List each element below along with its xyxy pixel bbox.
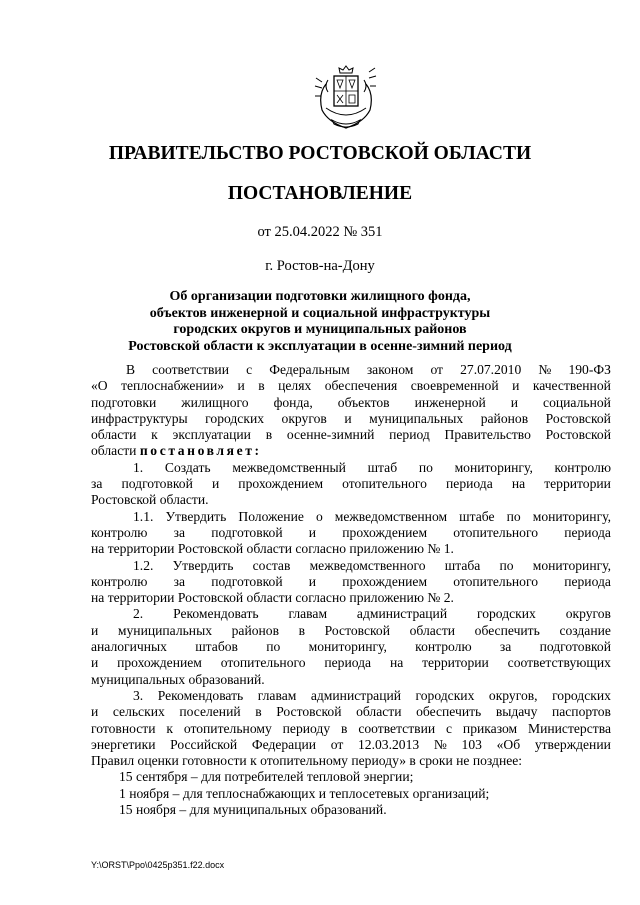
- word: паспортов: [551, 704, 611, 720]
- word: прохождением: [342, 573, 428, 589]
- preamble-line: [91, 362, 611, 378]
- word: в: [298, 622, 306, 638]
- word: за: [173, 524, 186, 540]
- preamble-line: [91, 378, 611, 394]
- deadline-item: 15 ноября – для муниципальных образований.: [119, 802, 387, 818]
- word: в: [258, 378, 265, 394]
- word: мониторингу,: [308, 639, 387, 655]
- word: соответствии: [152, 362, 229, 377]
- word: межведомственный: [232, 459, 346, 475]
- word: подготовкой: [211, 573, 283, 589]
- word: Ростовской: [324, 622, 390, 638]
- word: Создать: [164, 459, 211, 475]
- word: целях: [278, 378, 312, 394]
- word: прохождением: [342, 524, 428, 540]
- word: районов: [231, 622, 280, 638]
- word: и: [91, 655, 99, 671]
- word: отопительного: [342, 476, 427, 492]
- subject-heading: [0, 289, 640, 355]
- word: за: [91, 476, 103, 492]
- word: и: [91, 704, 99, 720]
- preamble-line: области постановляет:: [91, 443, 262, 459]
- word: состав: [252, 557, 291, 573]
- word: объектов: [337, 394, 390, 410]
- paragraph-line: [91, 525, 611, 541]
- word: Федерации: [251, 736, 317, 752]
- word: 1.2.: [133, 557, 154, 573]
- word: утверждении: [534, 736, 611, 752]
- decrees-word: постановляет:: [139, 443, 262, 459]
- word: в: [255, 704, 262, 720]
- word: инфраструктуры: [91, 410, 188, 426]
- word: штабов: [195, 639, 238, 655]
- word: периода: [564, 573, 611, 589]
- word: городских: [415, 687, 475, 703]
- word: отопительного: [453, 573, 539, 589]
- file-path-footer: Y:\ORST\Ppo\0425p351.f22.docx: [91, 860, 225, 870]
- word: округов: [281, 410, 327, 426]
- word: межведомственном: [334, 508, 448, 524]
- paragraph-line: муниципальных образований.: [91, 671, 265, 687]
- paragraph-line: [91, 476, 611, 492]
- paragraph-line: [91, 574, 611, 590]
- word: законом: [366, 362, 414, 377]
- word: по: [499, 557, 514, 573]
- word: соответствующих: [507, 655, 611, 671]
- word: энергетики: [91, 736, 156, 752]
- word: администраций: [310, 687, 402, 703]
- word: Федеральным: [269, 362, 350, 377]
- word: территории: [422, 655, 489, 671]
- word: штаб: [367, 459, 398, 475]
- word: сельских: [112, 704, 165, 720]
- word: 103: [461, 736, 482, 752]
- subject-line: городских округов и муниципальных районов: [173, 322, 467, 337]
- word: обеспечения: [324, 378, 398, 394]
- word: контролю: [415, 639, 472, 655]
- word: 190-ФЗ: [568, 362, 611, 377]
- word: теплоснабжении»: [121, 378, 225, 394]
- word: контролю: [91, 524, 148, 540]
- word: Утвердить: [165, 508, 227, 524]
- word: качественной: [532, 378, 611, 394]
- word: и: [91, 622, 99, 638]
- word: №: [538, 362, 552, 377]
- word: области: [409, 622, 456, 638]
- paragraph-line: [91, 606, 611, 622]
- word: и: [510, 394, 519, 410]
- paragraph-line: [91, 721, 611, 737]
- word: прохождением: [238, 476, 324, 492]
- word: выдачу: [495, 704, 538, 720]
- word: в: [265, 427, 273, 443]
- word: за: [499, 639, 512, 655]
- word: с: [246, 362, 253, 377]
- subject-line: объектов инженерной и социальной инфраструктуры: [149, 305, 491, 321]
- word: Положение: [238, 508, 304, 524]
- word: поселений: [179, 704, 241, 720]
- paragraph-line: [91, 655, 611, 671]
- paragraph-line: [91, 558, 611, 574]
- subject-line: Ростовской области к эксплуатации в осенне-зимний период: [128, 338, 512, 354]
- word: отопительного: [453, 524, 539, 540]
- word: к: [166, 720, 173, 736]
- word: осенне-зимний: [286, 427, 375, 443]
- preamble-line: [91, 395, 611, 411]
- word: подготовкой: [211, 524, 283, 540]
- word: контролю: [554, 459, 611, 475]
- word: мониторингу,: [454, 459, 533, 475]
- word: 1.: [133, 459, 144, 475]
- word: Утвердить: [172, 557, 234, 573]
- paragraph-line: [91, 639, 611, 655]
- word: прохождением: [117, 655, 202, 671]
- word: обеспечить: [416, 704, 482, 720]
- word: по: [266, 639, 281, 655]
- word: периода: [446, 476, 493, 492]
- deadline-item: 1 ноября – для теплоснабжающих и теплосетевых организаций;: [119, 785, 490, 801]
- word: периоду: [282, 720, 331, 736]
- word: отопительному: [183, 720, 272, 736]
- word: Рекомендовать: [173, 606, 259, 622]
- word: области: [91, 427, 137, 443]
- rostov-oblast-coat-of-arms-icon: [312, 62, 380, 132]
- word: и: [512, 378, 520, 394]
- word: жилищного: [181, 394, 249, 410]
- paragraph-line: [91, 737, 611, 753]
- word: по: [418, 459, 433, 475]
- word: подготовки: [91, 394, 157, 410]
- word: городских: [476, 606, 536, 622]
- word: 27.07.2010: [460, 362, 522, 377]
- paragraph-line: Ростовской области.: [91, 492, 209, 508]
- word: на: [389, 655, 404, 671]
- word: межведомственного: [309, 557, 426, 573]
- word: области: [356, 704, 402, 720]
- word: Ростовской: [545, 410, 611, 426]
- word: и: [308, 524, 317, 540]
- word: социальной: [543, 394, 611, 410]
- word: фонда,: [273, 394, 313, 410]
- word: с: [446, 720, 453, 736]
- paragraph-line: [91, 623, 611, 639]
- subject-line: Об организации подготовки жилищного фонда,: [169, 289, 471, 304]
- word: периода: [564, 524, 611, 540]
- word: округов,: [488, 687, 538, 703]
- word: подготовкой: [539, 639, 611, 655]
- word: своевременной: [410, 378, 499, 394]
- word: Министерства: [528, 720, 611, 736]
- word: «Об: [496, 736, 521, 752]
- word: Ростовской: [276, 704, 342, 720]
- preamble-line: [91, 427, 611, 443]
- word: отопительного: [220, 655, 306, 671]
- word: эксплуатации: [172, 427, 251, 443]
- paragraph-line: Правил оценки готовности к отопительному периоду» в сроки не позднее:: [91, 753, 523, 769]
- document-body: [91, 362, 611, 818]
- word: Правительство: [444, 427, 531, 443]
- word: от: [330, 736, 344, 752]
- word: инженерной: [414, 394, 486, 410]
- word: приказом: [462, 720, 518, 736]
- word: за: [173, 573, 186, 589]
- paragraph-line: [91, 688, 611, 704]
- word: 12.03.2013: [357, 736, 420, 752]
- date-number: от 25.04.2022 № 351: [257, 224, 383, 240]
- word: по: [506, 508, 521, 524]
- word: на: [511, 476, 526, 492]
- word: периода: [324, 655, 372, 671]
- word: контролю: [91, 573, 148, 589]
- word: в: [341, 720, 348, 736]
- government-title: ПРАВИТЕЛЬСТВО РОСТОВСКОЙ ОБЛАСТИ: [108, 143, 532, 164]
- word: «О: [91, 378, 108, 394]
- paragraph-line: [91, 460, 611, 476]
- word: 3.: [133, 687, 144, 703]
- paragraph-line: [91, 509, 611, 525]
- word: и: [237, 378, 245, 394]
- word: Рекомендовать: [157, 687, 244, 703]
- preamble-line: [91, 411, 611, 427]
- word: округов: [565, 606, 611, 622]
- word: 2.: [133, 606, 144, 622]
- word: от: [430, 362, 443, 377]
- word: Российской: [170, 736, 238, 752]
- word: городских: [205, 410, 265, 426]
- word: мониторингу,: [532, 508, 611, 524]
- word: 1.1.: [133, 508, 154, 524]
- word: и: [344, 410, 352, 426]
- word: городских: [552, 687, 611, 703]
- word: к: [151, 427, 158, 443]
- word: штабе: [459, 508, 495, 524]
- word: и: [308, 573, 317, 589]
- paragraph-line: [91, 704, 611, 720]
- word: соответствии: [358, 720, 436, 736]
- word: готовности: [91, 720, 156, 736]
- word: муниципальных: [369, 410, 464, 426]
- word: администраций: [356, 606, 448, 622]
- word: обеспечить: [474, 622, 540, 638]
- word: территории: [544, 476, 611, 492]
- word: мониторингу,: [532, 557, 611, 573]
- word: главам: [257, 687, 297, 703]
- city: г. Ростов-на-Дону: [265, 258, 375, 274]
- word: муниципальных: [117, 622, 213, 638]
- word: штаба: [444, 557, 481, 573]
- word: В: [126, 362, 136, 377]
- word: создание: [559, 622, 611, 638]
- word: о: [315, 508, 323, 524]
- word: главам: [288, 606, 328, 622]
- word: аналогичных: [91, 639, 167, 655]
- word: районов: [480, 410, 529, 426]
- deadline-item: 15 сентября – для потребителей тепловой энергии;: [119, 769, 414, 785]
- word: Ростовской: [545, 427, 611, 443]
- word: период: [389, 427, 430, 443]
- word: подготовкой: [121, 476, 193, 492]
- word: №: [433, 736, 447, 752]
- word: и: [211, 476, 220, 492]
- paragraph-line: на территории Ростовской области согласно приложению № 1.: [91, 541, 454, 557]
- document-type: ПОСТАНОВЛЕНИЕ: [227, 183, 413, 204]
- paragraph-line: на территории Ростовской области согласно приложению № 2.: [91, 590, 454, 606]
